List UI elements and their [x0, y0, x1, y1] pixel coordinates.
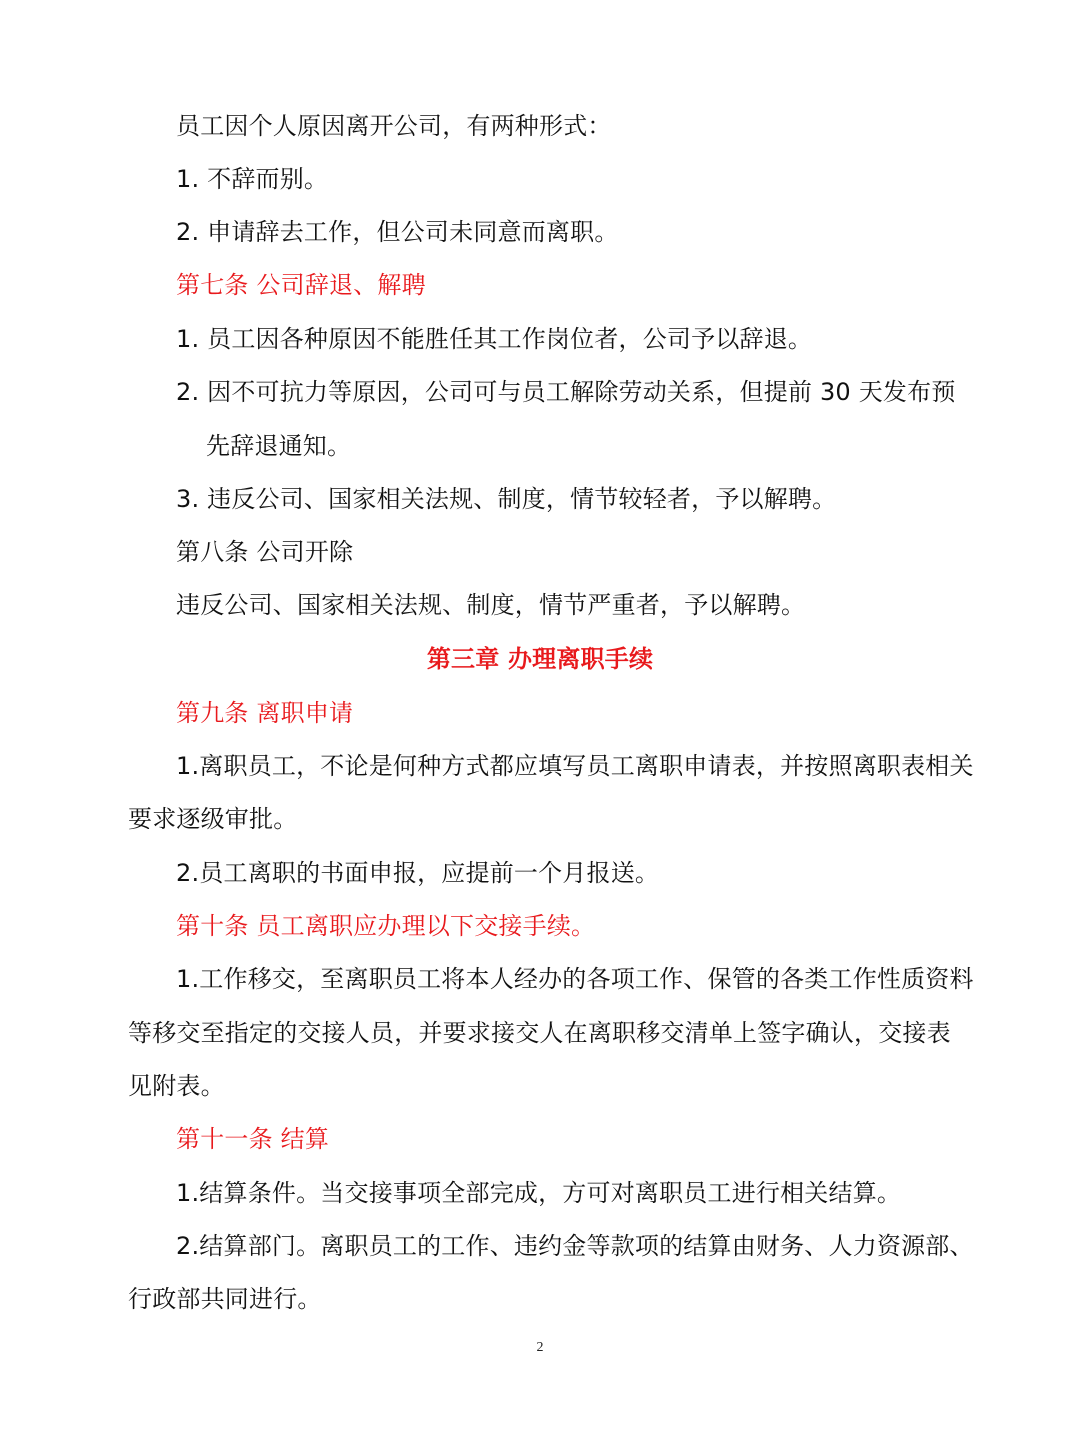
article-9-item-1-line-2: 要求逐级审批。 — [128, 805, 298, 833]
article-7-item-1: 1. 员工因各种原因不能胜任其工作岗位者，公司予以辞退。 — [176, 325, 813, 353]
article-8-heading: 第八条 公司开除 — [176, 538, 354, 566]
article-9-item-2: 2.员工离职的书面申报，应提前一个月报送。 — [176, 859, 660, 887]
paragraph-intro: 员工因个人原因离开公司，有两种形式： — [176, 112, 612, 140]
article-7-item-3: 3. 违反公司、国家相关法规、制度，情节较轻者，予以解聘。 — [176, 485, 837, 513]
article-11-item-1: 1.结算条件。当交接事项全部完成，方可对离职员工进行相关结算。 — [176, 1179, 902, 1207]
page-number: 2 — [536, 1340, 544, 1355]
article-11-heading: 第十一条 结算 — [176, 1125, 330, 1153]
article-7-heading: 第七条 公司辞退、解聘 — [176, 271, 426, 299]
chapter-3-heading: 第三章 办理离职手续 — [426, 645, 654, 673]
article-7-item-2-line-2: 先辞退通知。 — [206, 432, 352, 460]
article-9-heading: 第九条 离职申请 — [176, 699, 354, 727]
article-11-item-2-line-2: 行政部共同进行。 — [128, 1285, 322, 1313]
article-10-item-1-line-1: 1.工作移交，至离职员工将本人经办的各项工作、保管的各类工作性质资料 — [176, 965, 974, 993]
article-10-item-1-line-3: 见附表。 — [128, 1072, 225, 1100]
article-10-item-1-line-2: 等移交至指定的交接人员，并要求接交人在离职移交清单上签字确认，交接表 — [128, 1019, 951, 1047]
article-9-item-1-line-1: 1.离职员工，不论是何种方式都应填写员工离职申请表，并按照离职表相关 — [176, 752, 974, 780]
article-10-heading: 第十条 员工离职应办理以下交接手续。 — [176, 912, 596, 940]
article-11-item-2-line-1: 2.结算部门。离职员工的工作、违约金等款项的结算由财务、人力资源部、 — [176, 1232, 974, 1260]
article-7-item-2-line-1: 2. 因不可抗力等原因，公司可与员工解除劳动关系，但提前 30 天发布预 — [176, 378, 956, 406]
list-item-intro-1: 1. 不辞而别。 — [176, 165, 329, 193]
list-item-intro-2: 2. 申请辞去工作，但公司未同意而离职。 — [176, 218, 619, 246]
article-8-body: 违反公司、国家相关法规、制度，情节严重者，予以解聘。 — [176, 591, 806, 619]
